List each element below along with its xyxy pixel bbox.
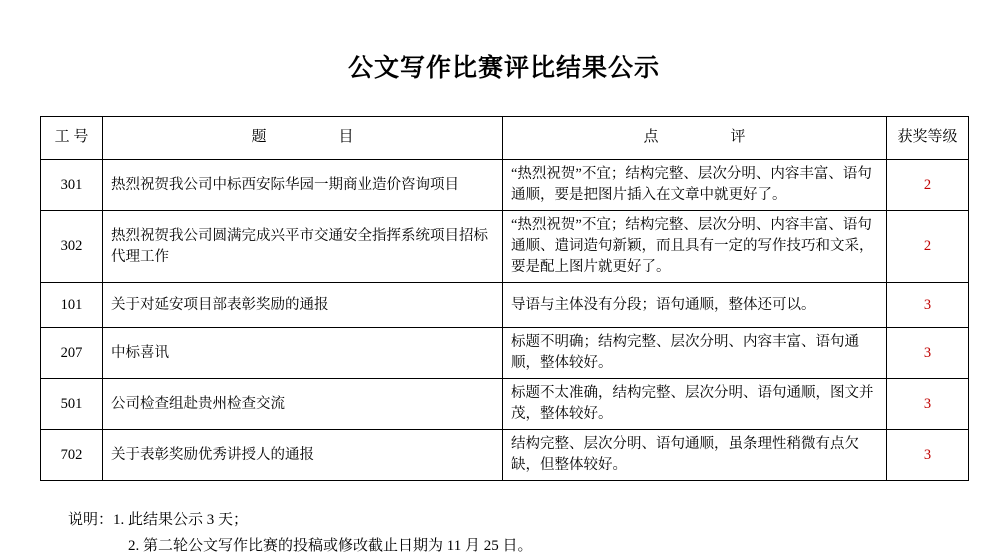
cell-title: 关于表彰奖励优秀讲授人的通报 [103, 430, 503, 481]
cell-title: 中标喜讯 [103, 328, 503, 379]
cell-level: 2 [887, 160, 969, 211]
table-header-row [41, 117, 969, 160]
table-row [41, 211, 969, 283]
cell-id: 501 [41, 379, 103, 430]
table-body [41, 160, 969, 481]
table-row [41, 283, 969, 328]
cell-comment: 标题不太准确，结构完整、层次分明、语句通顺，图文并茂，整体较好。 [503, 379, 887, 430]
cell-id: 302 [41, 211, 103, 283]
note-line-1: 说明：1. 此结果公示 3 天； [68, 512, 249, 529]
cell-comment: “热烈祝贺”不宜；结构完整、层次分明、内容丰富、语句通顺，要是把图片插入在文章中就更好了。 [503, 160, 887, 211]
cell-title: 公司检查组赴贵州检查交流 [103, 379, 503, 430]
cell-title: 热烈祝贺我公司圆满完成兴平市交通安全指挥系统项目招标代理工作 [103, 211, 503, 283]
cell-id: 301 [41, 160, 103, 211]
note-line-2: 2. 第二轮公文写作比赛的投稿或修改截止日期为 11 月 25 日。 [128, 538, 533, 555]
cell-level: 3 [887, 430, 969, 481]
results-table [40, 116, 969, 481]
cell-id: 207 [41, 328, 103, 379]
column-header-level: 获奖等级 [887, 117, 969, 160]
cell-level: 3 [887, 379, 969, 430]
cell-id: 101 [41, 283, 103, 328]
table-header [41, 117, 969, 160]
cell-level: 2 [887, 211, 969, 283]
cell-comment: 标题不明确；结构完整、层次分明、内容丰富、语句通顺，整体较好。 [503, 328, 887, 379]
cell-comment: 导语与主体没有分段；语句通顺，整体还可以。 [503, 283, 887, 328]
table-row [41, 430, 969, 481]
column-header-title: 题 目 [103, 117, 503, 160]
column-header-comment: 点 评 [503, 117, 887, 160]
table-row [41, 160, 969, 211]
column-header-id: 工 号 [41, 117, 103, 160]
cell-level: 3 [887, 328, 969, 379]
results-table-container [40, 116, 968, 481]
cell-title: 热烈祝贺我公司中标西安际华园一期商业造价咨询项目 [103, 160, 503, 211]
cell-title: 关于对延安项目部表彰奖励的通报 [103, 283, 503, 328]
notes-section [0, 507, 1008, 560]
table-row [41, 379, 969, 430]
cell-id: 702 [41, 430, 103, 481]
cell-comment: 结构完整、层次分明、语句通顺，虽条理性稍微有点欠缺，但整体较好。 [503, 430, 887, 481]
page-title: 公文写作比赛评比结果公示 [347, 55, 660, 82]
table-row [41, 328, 969, 379]
cell-level: 3 [887, 283, 969, 328]
cell-comment: “热烈祝贺”不宜；结构完整、层次分明、内容丰富、语句通顺、遣词造句新颖，而且具有一定的写作技巧和文采，要是配上图片就更好了。 [503, 211, 887, 283]
